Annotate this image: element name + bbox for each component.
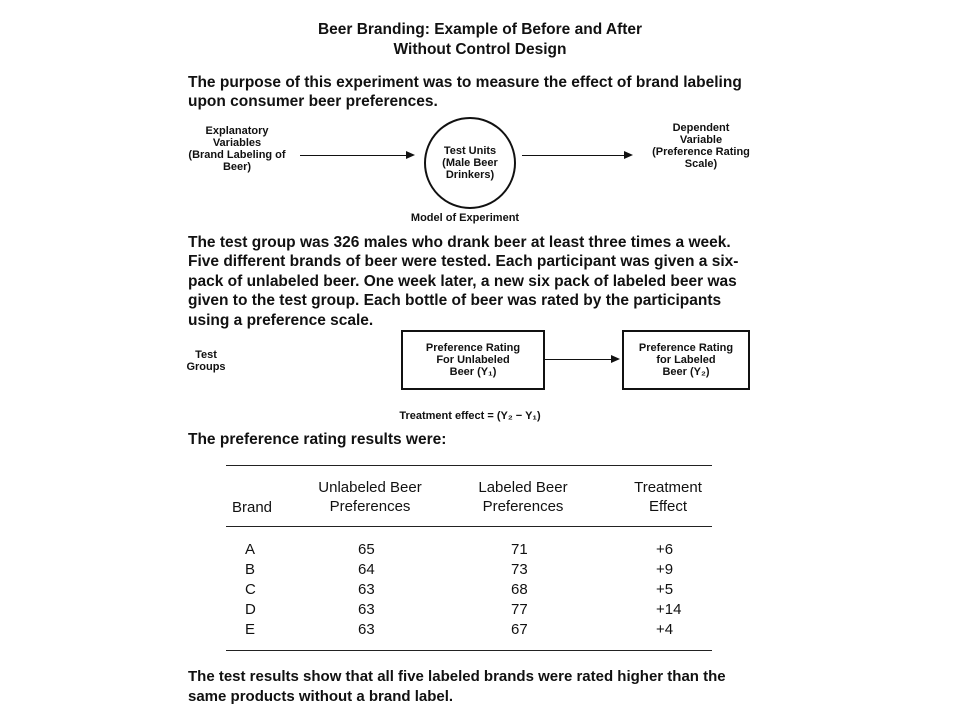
cell-unlabeled: 65 xyxy=(358,541,375,558)
unlabeled-rating-box: Preference Rating For Unlabeled Beer (Y₁) xyxy=(401,330,545,390)
arrow-to-dependent-variable xyxy=(522,155,626,156)
title-line-1: Beer Branding: Example of Before and After xyxy=(317,21,643,38)
cell-labeled: 67 xyxy=(511,621,528,638)
arrow-to-labeled-box xyxy=(545,359,613,360)
cell-labeled: 73 xyxy=(511,561,528,578)
treatment-effect-formula: Treatment effect = (Y₂ − Y₁) xyxy=(399,410,541,422)
cell-brand: A xyxy=(245,541,256,558)
header-unlabeled: Unlabeled Beer Preferences xyxy=(318,479,422,515)
cell-effect: +4 xyxy=(656,621,674,638)
table-bottom-rule xyxy=(226,650,712,651)
cell-unlabeled: 64 xyxy=(358,561,375,578)
header-brand: Brand xyxy=(231,499,273,516)
model-caption: Model of Experiment xyxy=(410,212,520,224)
table-top-rule xyxy=(226,465,712,466)
title-line-2: Without Control Design xyxy=(393,41,567,58)
cell-unlabeled: 63 xyxy=(358,621,375,638)
cell-brand: B xyxy=(245,561,256,578)
cell-labeled: 71 xyxy=(511,541,528,558)
cell-unlabeled: 63 xyxy=(358,601,375,618)
conclusion: The test results show that all five labeled brands were rated higher than the same products without a brand label. xyxy=(188,668,726,705)
test-groups-label: Test Groups xyxy=(186,349,226,373)
header-effect: Treatment Effect xyxy=(634,479,702,515)
explanatory-variables-label: Explanatory Variables (Brand Labeling of Beer) xyxy=(188,125,286,173)
table-header-rule xyxy=(226,526,712,527)
cell-brand: C xyxy=(245,581,256,598)
test-units-circle: Test Units (Male Beer Drinkers) xyxy=(424,117,516,209)
cell-unlabeled: 63 xyxy=(358,581,375,598)
header-labeled: Labeled Beer Preferences xyxy=(478,479,568,515)
description: The test group was 326 males who drank beer at least three times a week. Five different brands of beer were tested. Each participant was given a six- pack of unlabeled beer. One week later, a new six pack of labeled beer was given to the test group. Each bottle of beer was rated by the participants using a preference scale. xyxy=(188,234,739,329)
arrow-to-test-units xyxy=(300,155,408,156)
cell-effect: +6 xyxy=(656,541,674,558)
cell-labeled: 77 xyxy=(511,601,528,618)
arrow-head-to-labeled-box xyxy=(611,355,620,363)
arrow-head-to-test-units xyxy=(406,151,415,159)
purpose-line-2: upon consumer beer preferences. xyxy=(188,93,438,110)
purpose-line-1: The purpose of this experiment was to measure the effect of brand labeling xyxy=(188,74,742,91)
cell-labeled: 68 xyxy=(511,581,528,598)
results-intro: The preference rating results were: xyxy=(188,431,447,448)
cell-effect: +9 xyxy=(656,561,674,578)
arrow-head-to-dependent-variable xyxy=(624,151,633,159)
labeled-rating-box: Preference Rating for Labeled Beer (Y₂) xyxy=(622,330,750,390)
cell-effect: +5 xyxy=(656,581,674,598)
cell-brand: E xyxy=(245,621,256,638)
dependent-variable-label: Dependent Variable (Preference Rating Scale) xyxy=(652,122,750,170)
cell-brand: D xyxy=(245,601,256,618)
cell-effect: +14 xyxy=(656,601,682,618)
